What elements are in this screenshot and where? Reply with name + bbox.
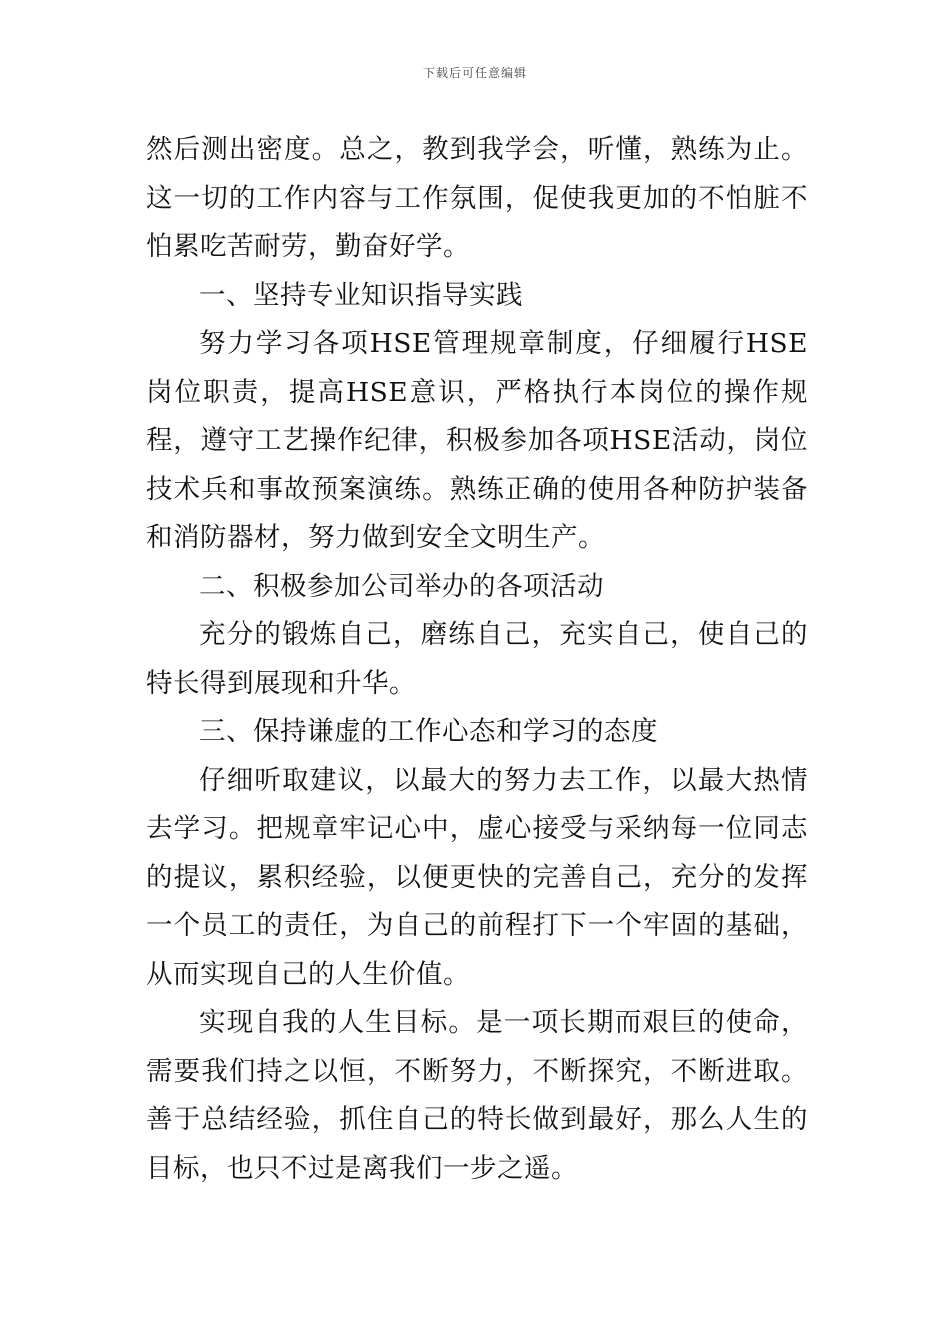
section-heading-3: 三、保持谦虚的工作心态和学习的态度 [199, 716, 658, 747]
paragraph-hse: 努力学习各项HSE管理规章制度，仔细履行HSE岗位职责，提高HSE意识，严格执行本岗位的操作规程，遵守工艺操作纪律，积极参加各项HSE活动，岗位技术兵和事故预案演练。熟练正确的使用各种防护装备和消防器材，努力做到安全文明生产。 [146, 328, 808, 553]
paragraph-goals: 实现自我的人生目标。是一项长期而艰巨的使命，需要我们持之以恒，不断努力，不断探究，不断进取。善于总结经验，抓住自己的特长做到最好，那么人生的目标，也只不过是离我们一步之遥。 [146, 1007, 808, 1184]
paragraph-activities: 充分的锻炼自己，磨练自己，充实自己，使自己的特长得到展现和升华。 [146, 619, 808, 699]
section-heading-2: 二、积极参加公司举办的各项活动 [199, 570, 604, 602]
paragraph-attitude: 仔细听取建议，以最大的努力去工作，以最大热情去学习。把规章牢记心中，虚心接受与采纳每一位同志的提议，累积经验，以便更快的完善自己，充分的发挥一个员工的责任，为自己的前程打下一个牢固的基础，从而实现自己的人生价值。 [146, 764, 808, 990]
section-heading-1: 一、坚持专业知识指导实践 [199, 279, 523, 311]
paragraph-continuation: 然后测出密度。总之，教到我学会，听懂，熟练为止。这一切的工作内容与工作氛围，促使我更加的不怕脏不怕累吃苦耐劳，勤奋好学。 [146, 134, 808, 262]
page-header: 下载后可任意编辑 [422, 66, 527, 80]
document-body [146, 126, 808, 1193]
